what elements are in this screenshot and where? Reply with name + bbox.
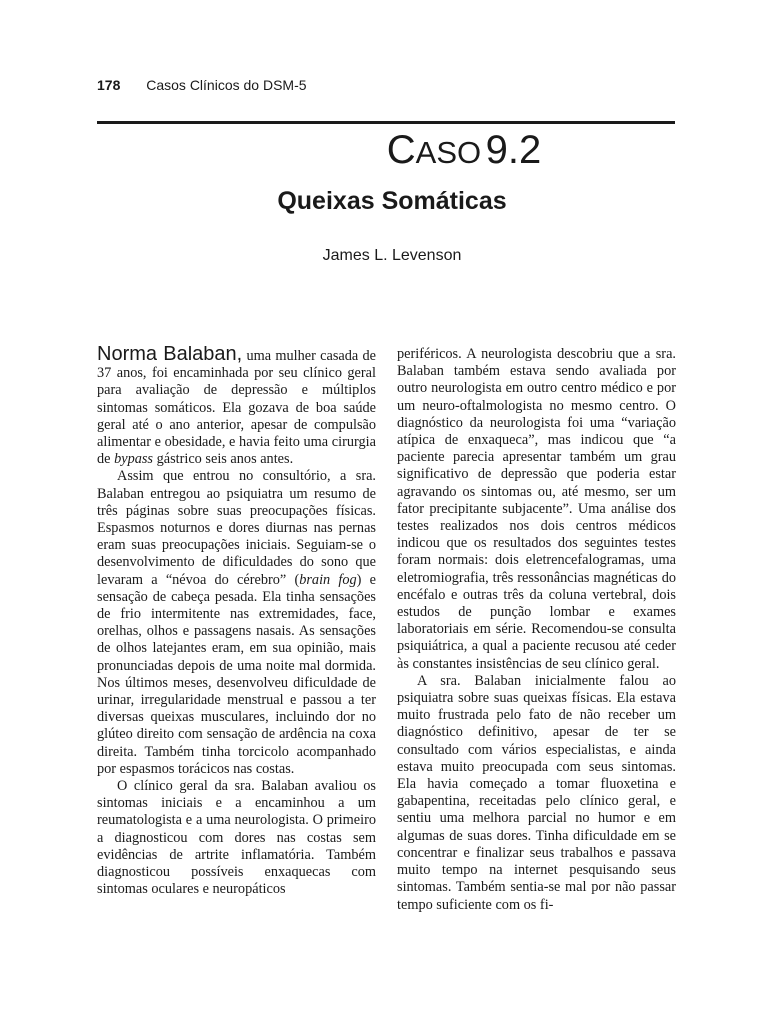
case-label (0, 128, 768, 173)
book-title: Casos Clínicos do DSM-5 (146, 77, 307, 93)
case-author (0, 247, 768, 265)
header-rule (97, 121, 675, 124)
body-column-left (97, 346, 376, 946)
paragraph-2: Assim que entrou no consultório, a sra. Balaban entregou ao psiquiatra um resumo de três páginas sobre suas preocupações físicas. Espasmos noturnos e dores diurnas nas pernas eram suas preocupações iniciais. Seguiam-se o desenvolvimento de dificuldades do sono que levaram a “névoa do cérebro” (brain fog) e sensação de cabeça pesada. Ela tinha sensações de frio intermitente nas extremidades, face, orelhas, olhos e passagens nasais. As sensações de olhos latejantes eram, em sua opinião, mais pronunciadas depois de uma noite mal dormida. Nos últimos meses, desenvolveu dificuldade de urinar, irregularidade menstrual e passou a ter diversas queixas musculares, incluindo dor no glúteo direito com sensação de ardência na coxa direita. Também tinha torcicolo acompanhado por espasmos torácicos nas costas. (97, 468, 376, 777)
page-number: 178 (97, 77, 121, 93)
paragraph-3-continued: periféricos. A neurologista descobriu que a sra. Balaban também estava sendo avaliada por outro neurologista em outro centro médico e por um neuro-oftalmologista no mesmo centro. O diagnóstico da neurologista foi uma “variação atípica de enxaqueca”, mas indicou que “a paciente parecia apresentar também um grau significativo de depressão que poderia estar agravando os sintomas ou, até mesmo, ser um fator precipitante subjacente”. Uma análise dos testes realizados nos dois centros médicos indicou que os resultados dos seguintes testes foram normais: dois eletrencefalogramas, uma eletromiografia, três ressonâncias magnéticas do encéfalo e outras três da coluna vertebral, dois estudos de punção lombar e exames laboratoriais em série. Recomendou-se consulta psiquiátrica, a qual a paciente recusou até ceder às constantes insistências de seu clínico geral. (397, 346, 676, 672)
body-column-right (397, 346, 676, 946)
paragraph-4: A sra. Balaban inicialmente falou ao psiquiatra sobre suas queixas físicas. Ela estava muito frustrada pelo fato de não receber um diagnóstico definitivo, apesar de ter se consultado com vários especialistas, e ainda estava muito preocupada com seus sintomas. Ela havia começado a tomar fluoxetina e gabapentina, receitadas pelo clínico geral, e sentiu uma melhora parcial no humor e em algumas de suas dores. Tinha dificuldade em se concentrar e finalizar seus trabalhos e passava muito tempo na internet pesquisando seus sintomas. Também sentia-se mal por não passar tempo suficiente com os fi- (397, 672, 676, 913)
case-author-text: James L. Levenson (322, 247, 462, 264)
case-title (0, 187, 768, 216)
case-number: 9.2 (485, 128, 542, 172)
case-label-rest: ASO (415, 135, 482, 170)
case-title-text: Queixas Somáticas (277, 187, 507, 215)
running-head (97, 77, 307, 93)
paragraph-3: O clínico geral da sra. Balaban avaliou os sintomas iniciais e a encaminhou a um reumatologista e a uma neurologista. O primeiro a diagnosticou com dores nas costas sem evidências de artrite inflamatória. Também diagnosticou possíveis enxaquecas com sintomas oculares e neuropáticos (97, 778, 376, 898)
case-label-initial: C (386, 128, 416, 172)
paragraph-1: Norma Balaban, uma mulher casada de 37 anos, foi encaminhada por seu clínico geral para avaliação de depressão e múltiplos sintomas somáticos. Ela gozava de boa saúde geral até o ano anterior, apesar de compulsão alimentar e obesidade, e havia feito uma cirurgia de bypass gástrico seis anos antes. (97, 346, 376, 468)
lead-name: Norma Balaban, (97, 346, 243, 365)
